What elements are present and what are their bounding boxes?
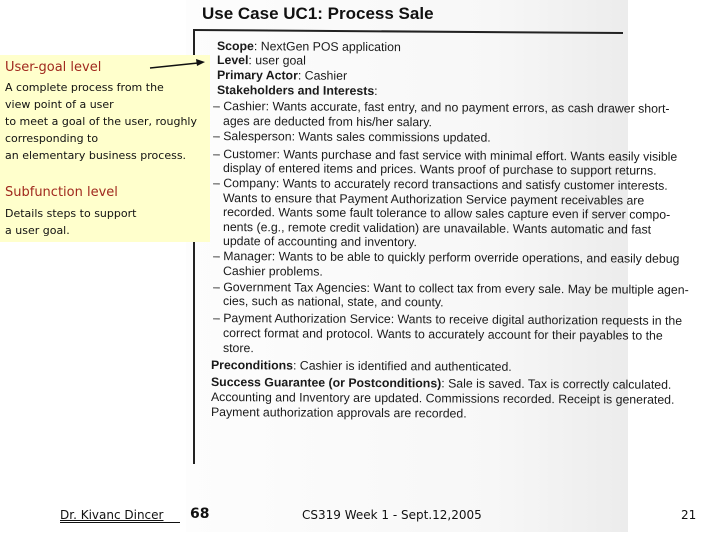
stakeholder-line: store. (222, 341, 254, 356)
subfunction-heading: Subfunction level (5, 185, 118, 200)
actor-line: Primary Actor: Cashier (216, 68, 348, 83)
stakeholder-line: – Salesperson: Wants sales commissions updated. (212, 129, 491, 145)
note-line: view point of a user (5, 98, 114, 111)
level-line: Level: user goal (216, 53, 306, 68)
stakeholder-line: – Government Tax Agencies: Want to collect tax from every sale. May be multiple agen- (212, 280, 689, 297)
success-line: Success Guarantee (or Postconditions): Sale is saved. Tax is correctly calculated. (210, 375, 672, 392)
stakeholder-line: cies, such as national, state, and county. (222, 294, 444, 310)
note-line: a user goal. (5, 224, 70, 237)
preconditions-line: Preconditions: Cashier is identified and authenticated. (210, 358, 512, 374)
stakeholder-line: – Payment Authorization Service: Wants to receive digital authorization requests in the (212, 311, 683, 328)
note-line: Details steps to support (5, 207, 137, 220)
scope-line: Scope: NextGen POS application (216, 39, 401, 55)
stakeholder-line: correct format and protocol. Wants to accurately account for their payables to the (222, 326, 663, 343)
stakeholder-line: update of accounting and inventory. (222, 234, 417, 250)
user-goal-heading: User-goal level (5, 60, 102, 75)
stakeholder-line: Wants to ensure that Payment Authorization Service payment receivables are (222, 191, 645, 208)
note-line: corresponding to (5, 132, 99, 145)
footer-author: Dr. Kivanc Dincer (60, 508, 180, 523)
stakeholder-line: ages are deducted from his/her salary. (222, 114, 432, 130)
footer-overlay-number: 68 (190, 506, 210, 522)
stakeholder-line: nents (e.g., remote credit validation) are unavailable. Wants automatic and fast (222, 220, 652, 237)
stakeholders-heading: Stakeholders and Interests: (216, 83, 378, 98)
stakeholder-line: display of entered items and prices. Wants proof of purchase to support returns. (222, 161, 657, 178)
stakeholder-line: – Manager: Wants to be able to quickly perform override operations, and easily debug (212, 249, 680, 266)
note-line: an elementary business process. (5, 149, 187, 162)
stakeholder-line: – Customer: Wants purchase and fast service with minimal effort. Wants easily visible (212, 147, 678, 164)
success-line-2: Accounting and Inventory are updated. Commissions recorded. Receipt is generated. (210, 390, 675, 407)
stakeholder-line: – Company: Wants to accurately record transactions and satisfy customer interests. (212, 176, 668, 193)
note-line: A complete process from the (5, 81, 164, 94)
stakeholder-line: recorded. Wants some fault tolerance to allow sales capture even if server compo- (222, 205, 671, 222)
success-line-3: Payment authorization approvals are recorded. (210, 405, 467, 421)
stakeholder-line: Cashier problems. (222, 264, 323, 279)
use-case-title: Use Case UC1: Process Sale (202, 4, 434, 23)
footer-course: CS319 Week 1 - Sept.12,2005 (302, 508, 482, 522)
stakeholder-line: – Cashier: Wants accurate, fast entry, and no payment errors, as cash drawer short- (212, 99, 670, 116)
page-number: 21 (681, 508, 697, 522)
note-line: to meet a goal of the user, roughly (5, 115, 197, 128)
